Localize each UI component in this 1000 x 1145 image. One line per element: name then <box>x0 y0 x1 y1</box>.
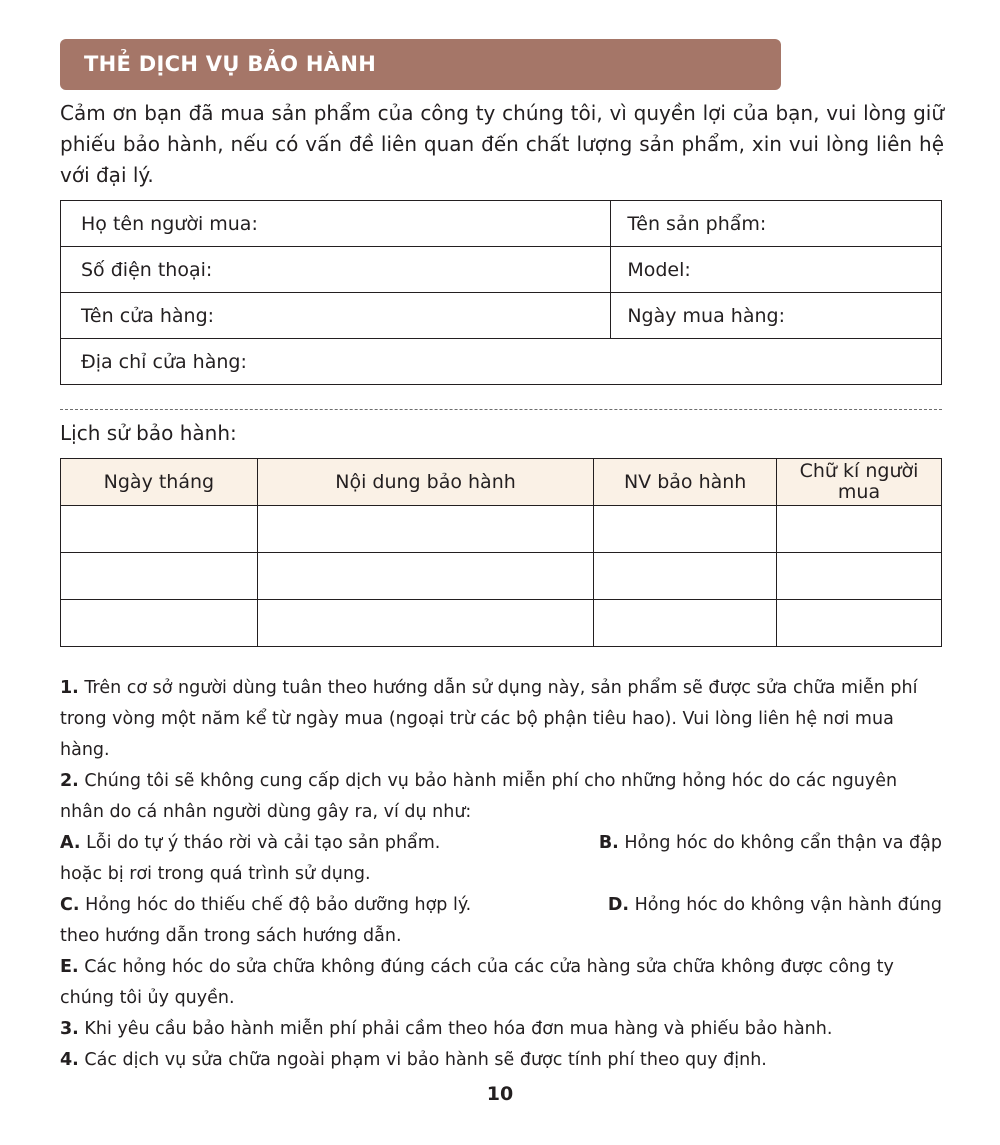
term-2a: A. Lỗi do tự ý tháo rời và cải tạo sản phẩm. <box>60 833 441 853</box>
term-2b-cont: hoặc bị rơi trong quá trình sử dụng. <box>60 864 371 884</box>
table-row <box>61 201 942 247</box>
history-cell[interactable] <box>594 600 777 647</box>
table-row <box>61 339 942 385</box>
warranty-history-table <box>60 458 942 647</box>
term-2: 2. Chúng tôi sẽ không cung cấp dịch vụ bảo hành miễn phí cho những hỏng hóc do các nguyên nhân do cá nhân người dùng gây ra, ví dụ như: <box>60 771 898 822</box>
table-row <box>61 600 942 647</box>
history-cell[interactable] <box>594 506 777 553</box>
column-header-content: Nội dung bảo hành <box>257 459 594 506</box>
buyer-name-field[interactable]: Họ tên người mua: <box>61 201 611 247</box>
table-row <box>61 247 942 293</box>
term-2-cd <box>60 890 942 921</box>
column-header-staff: NV bảo hành <box>594 459 777 506</box>
history-cell[interactable] <box>777 506 942 553</box>
warranty-info-table <box>60 200 942 385</box>
page-title: THẺ DỊCH VỤ BẢO HÀNH <box>84 52 377 76</box>
store-address-field[interactable]: Địa chỉ cửa hàng: <box>61 339 942 385</box>
cut-line-divider <box>60 409 942 410</box>
purchase-date-field[interactable]: Ngày mua hàng: <box>611 293 942 339</box>
term-2-ab <box>60 828 942 859</box>
term-3: 3. Khi yêu cầu bảo hành miễn phí phải cầm theo hóa đơn mua hàng và phiếu bảo hành. <box>60 1019 833 1039</box>
table-row <box>61 293 942 339</box>
history-cell[interactable] <box>777 600 942 647</box>
term-4: 4. Các dịch vụ sửa chữa ngoài phạm vi bảo hành sẽ được tính phí theo quy định. <box>60 1050 767 1070</box>
history-cell[interactable] <box>257 600 594 647</box>
history-cell[interactable] <box>61 600 258 647</box>
table-header-row <box>61 459 942 506</box>
history-cell[interactable] <box>257 553 594 600</box>
store-name-field[interactable]: Tên cửa hàng: <box>61 293 611 339</box>
column-header-date: Ngày tháng <box>61 459 258 506</box>
term-2c: C. Hỏng hóc do thiếu chế độ bảo dưỡng hợp lý. <box>60 895 472 915</box>
phone-field[interactable]: Số điện thoại: <box>61 247 611 293</box>
model-field[interactable]: Model: <box>611 247 942 293</box>
table-row <box>61 553 942 600</box>
page-number: 10 <box>486 1083 514 1105</box>
column-header-signature: Chữ kí người mua <box>777 459 942 506</box>
term-2e: E. Các hỏng hóc do sửa chữa không đúng cách của các cửa hàng sửa chữa không được công ty chúng tôi ủy quyền. <box>60 957 894 1008</box>
title-banner <box>60 39 781 90</box>
product-name-field[interactable]: Tên sản phẩm: <box>611 201 942 247</box>
intro-paragraph: Cảm ơn bạn đã mua sản phẩm của công ty chúng tôi, vì quyền lợi của bạn, vui lòng giữ phiếu bảo hành, nếu có vấn đề liên quan đến chất lượng sản phẩm, xin vui lòng liên hệ với đại lý. <box>60 101 944 187</box>
history-cell[interactable] <box>257 506 594 553</box>
term-2d-cont: theo hướng dẫn trong sách hướng dẫn. <box>60 926 402 946</box>
term-2b: B. Hỏng hóc do không cẩn thận va đập <box>598 833 942 853</box>
terms-section <box>60 673 942 1076</box>
table-row <box>61 506 942 553</box>
history-cell[interactable] <box>594 553 777 600</box>
history-cell[interactable] <box>61 506 258 553</box>
history-label: Lịch sử bảo hành: <box>60 421 237 445</box>
history-cell[interactable] <box>777 553 942 600</box>
term-2d: D. Hỏng hóc do không vận hành đúng <box>607 895 942 915</box>
history-cell[interactable] <box>61 553 258 600</box>
term-1: 1. Trên cơ sở người dùng tuân theo hướng dẫn sử dụng này, sản phẩm sẽ được sửa chữa miễn phí trong vòng một năm kể từ ngày mua (ngoại trừ các bộ phận tiêu hao). Vui lòng liên hệ nơi mua hàng. <box>60 678 918 760</box>
